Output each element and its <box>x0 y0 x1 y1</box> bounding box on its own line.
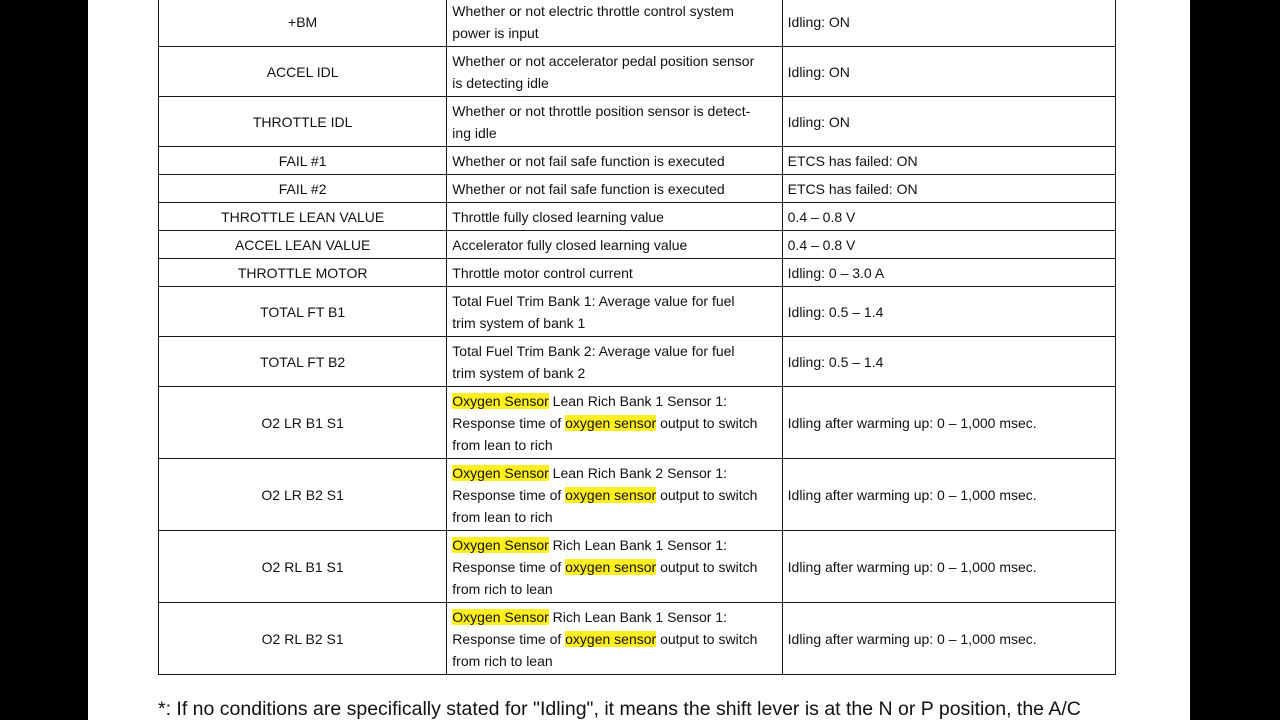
value-cell: 0.4 – 0.8 V <box>782 203 1115 231</box>
table-row <box>159 147 1116 175</box>
table-row <box>159 337 1116 387</box>
item-cell: O2 LR B2 S1 <box>159 459 447 531</box>
table-row <box>159 459 1116 531</box>
description-cell: Whether or not fail safe function is executed <box>447 147 782 175</box>
item-cell: TOTAL FT B1 <box>159 287 447 337</box>
value-cell: Idling after warming up: 0 – 1,000 msec. <box>782 531 1115 603</box>
table-row <box>159 287 1116 337</box>
item-cell: ACCEL IDL <box>159 47 447 97</box>
value-cell: Idling after warming up: 0 – 1,000 msec. <box>782 459 1115 531</box>
table-row <box>159 175 1116 203</box>
value-cell: ETCS has failed: ON <box>782 175 1115 203</box>
description-cell: Oxygen Sensor Lean Rich Bank 2 Sensor 1: Response time of oxygen sensor output to switch from lean to rich <box>447 459 782 531</box>
description-cell: Throttle motor control current <box>447 259 782 287</box>
table-row <box>159 603 1116 675</box>
description-cell: Whether or not throttle position sensor is detect- ing idle <box>447 97 782 147</box>
item-cell: TOTAL FT B2 <box>159 337 447 387</box>
footnote: *: If no conditions are specifically stated for "Idling", it means the shift lever is at the N or P position, the A/C <box>158 698 1081 720</box>
value-cell: Idling: ON <box>782 47 1115 97</box>
item-cell: +BM <box>159 0 447 47</box>
search-highlight: oxygen sensor <box>565 558 657 575</box>
item-cell: O2 LR B1 S1 <box>159 387 447 459</box>
search-highlight: oxygen sensor <box>565 486 657 503</box>
description-cell: Whether or not electric throttle control system power is input <box>447 0 782 47</box>
table-row <box>159 47 1116 97</box>
value-cell: Idling: 0 – 3.0 A <box>782 259 1115 287</box>
item-cell: THROTTLE IDL <box>159 97 447 147</box>
item-cell: O2 RL B2 S1 <box>159 603 447 675</box>
value-cell: Idling: 0.5 – 1.4 <box>782 287 1115 337</box>
description-cell: Oxygen Sensor Rich Lean Bank 1 Sensor 1: Response time of oxygen sensor output to switch from rich to lean <box>447 603 782 675</box>
value-cell: Idling after warming up: 0 – 1,000 msec. <box>782 603 1115 675</box>
description-cell: Oxygen Sensor Lean Rich Bank 1 Sensor 1: Response time of oxygen sensor output to switch from lean to rich <box>447 387 782 459</box>
value-cell: Idling after warming up: 0 – 1,000 msec. <box>782 387 1115 459</box>
search-highlight: Oxygen Sensor <box>452 608 549 625</box>
table-row <box>159 531 1116 603</box>
data-list-table <box>158 0 1116 675</box>
item-cell: O2 RL B1 S1 <box>159 531 447 603</box>
search-highlight: Oxygen Sensor <box>452 392 549 409</box>
value-cell: ETCS has failed: ON <box>782 147 1115 175</box>
document-page <box>88 0 1190 720</box>
description-cell: Throttle fully closed learning value <box>447 203 782 231</box>
search-highlight: Oxygen Sensor <box>452 464 549 481</box>
value-cell: Idling: ON <box>782 97 1115 147</box>
search-highlight: Oxygen Sensor <box>452 536 549 553</box>
search-highlight: oxygen sensor <box>565 630 657 647</box>
description-cell: Accelerator fully closed learning value <box>447 231 782 259</box>
table-row <box>159 259 1116 287</box>
item-cell: FAIL #1 <box>159 147 447 175</box>
value-cell: Idling: 0.5 – 1.4 <box>782 337 1115 387</box>
table-row <box>159 0 1116 47</box>
table-row <box>159 203 1116 231</box>
value-cell: 0.4 – 0.8 V <box>782 231 1115 259</box>
description-cell: Total Fuel Trim Bank 1: Average value for fuel trim system of bank 1 <box>447 287 782 337</box>
item-cell: ACCEL LEAN VALUE <box>159 231 447 259</box>
search-highlight: oxygen sensor <box>565 414 657 431</box>
description-cell: Whether or not fail safe function is executed <box>447 175 782 203</box>
value-cell: Idling: ON <box>782 0 1115 47</box>
item-cell: FAIL #2 <box>159 175 447 203</box>
item-cell: THROTTLE MOTOR <box>159 259 447 287</box>
table-row <box>159 97 1116 147</box>
table-row <box>159 387 1116 459</box>
description-cell: Oxygen Sensor Rich Lean Bank 1 Sensor 1: Response time of oxygen sensor output to switch from rich to lean <box>447 531 782 603</box>
description-cell: Whether or not accelerator pedal position sensor is detecting idle <box>447 47 782 97</box>
table-row <box>159 231 1116 259</box>
description-cell: Total Fuel Trim Bank 2: Average value for fuel trim system of bank 2 <box>447 337 782 387</box>
item-cell: THROTTLE LEAN VALUE <box>159 203 447 231</box>
